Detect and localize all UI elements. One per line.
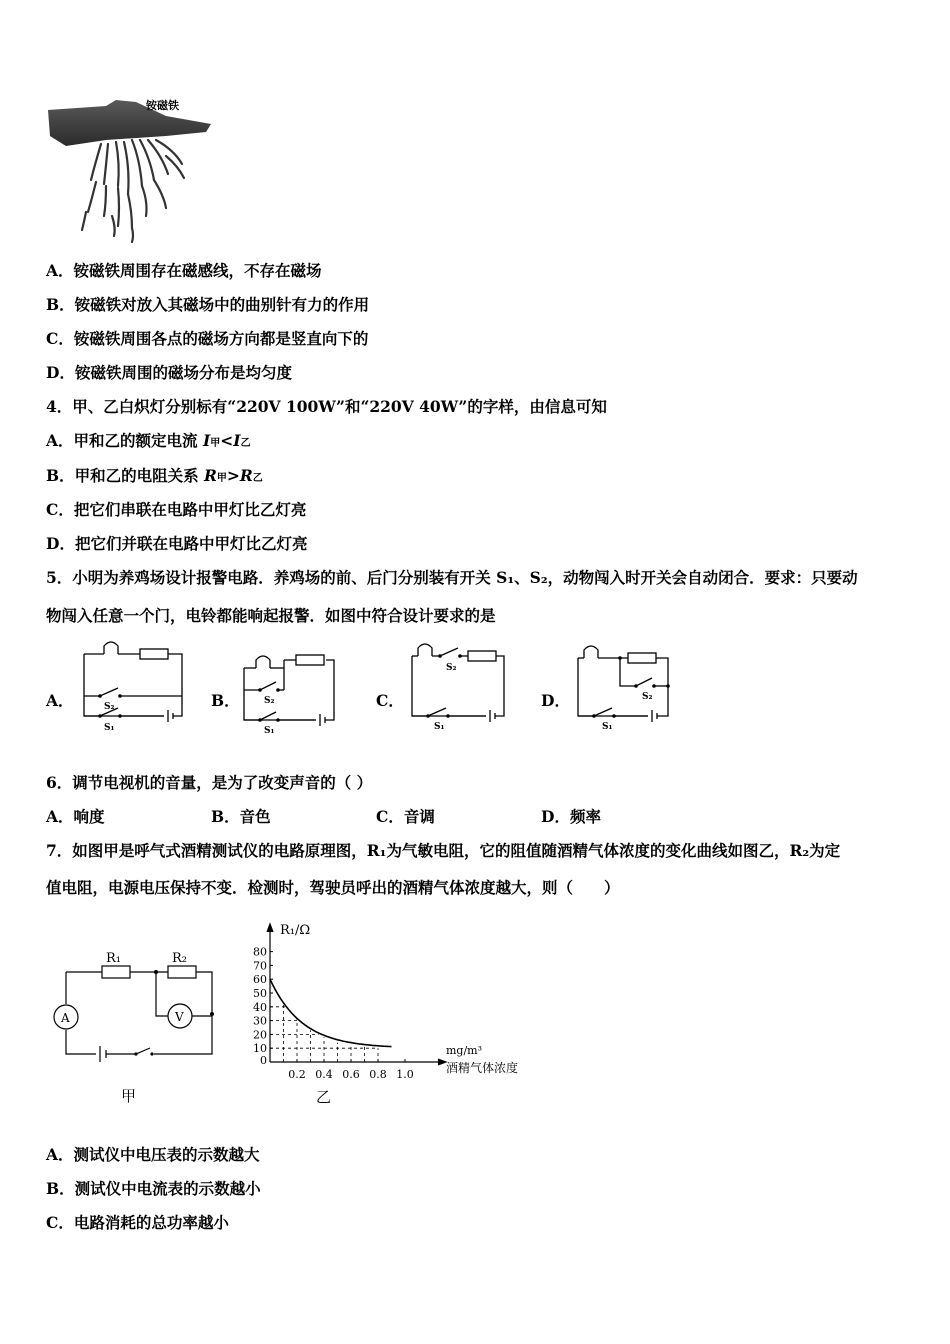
q4-option-b <box>46 466 263 489</box>
s1-label: S₁ <box>264 726 275 736</box>
subscript-jia: 甲 <box>216 473 227 484</box>
magnet-figure <box>46 96 216 246</box>
y-tick-label: 30 <box>253 1014 267 1028</box>
voltmeter-label: V <box>175 1010 184 1024</box>
origin-label: 0 <box>260 1054 267 1067</box>
q3-option-a: A．铵磁铁周围存在磁感线，不存在磁场 <box>46 261 322 280</box>
current-symbol-2: I <box>233 431 241 450</box>
q4-stem: 4．甲、乙白炽灯分别标有“220V 100W”和“220V 40W”的字样，由信息可知 <box>46 397 607 416</box>
q4-b-prefix: B．甲和乙的电阻关系 <box>46 466 204 485</box>
q4-a-prefix: A．甲和乙的额定电流 <box>46 431 203 450</box>
bell-icon <box>418 644 432 656</box>
q7-circuit-jia <box>46 944 226 1114</box>
q3-option-c: C．铵磁铁周围各点的磁场方向都是竖直向下的 <box>46 329 369 348</box>
q5-circuit-d <box>572 640 682 735</box>
magnet-bar <box>48 100 211 146</box>
r1-label: R₁ <box>106 951 121 966</box>
q6-option-c: C．音调 <box>376 807 435 826</box>
y-tick-label: 70 <box>253 959 267 973</box>
q5-stem-line1: 5．小明为养鸡场设计报警电路．养鸡场的前、后门分别装有开关 S₁、S₂，动物闯入时开关会自动闭合．要求：只要动 <box>46 568 858 587</box>
q7-stem-line2: 值电阻，电源电压保持不变．检测时，驾驶员呼出的酒精气体浓度越大，则（ ） <box>46 878 620 897</box>
s1-label: S₁ <box>434 722 445 732</box>
caption-jia: 甲 <box>121 1087 137 1105</box>
magnet-label: 铵磁铁 <box>146 99 179 112</box>
relation-less: < <box>220 431 234 450</box>
relation-greater: > <box>226 466 240 485</box>
y-tick-label: 50 <box>253 987 267 1000</box>
s1-label: S₁ <box>104 723 115 733</box>
subscript-jia: 甲 <box>210 438 221 449</box>
y-tick-label: 60 <box>253 973 267 987</box>
resistance-symbol-1: R <box>204 466 217 485</box>
x-tick-label: 0.2 <box>288 1068 306 1081</box>
x-tick-label: 0.6 <box>342 1068 360 1081</box>
q5-letter-a: A． <box>46 691 74 710</box>
q7-chart-yi <box>240 914 550 1114</box>
q5-stem-line2: 物闯入任意一个门，电铃都能响起报警．如图中符合设计要求的是 <box>46 606 496 625</box>
s2-label: S₂ <box>642 692 653 702</box>
y-tick-label: 40 <box>253 1000 267 1014</box>
q4-option-d: D．把它们并联在电路中甲灯比乙灯亮 <box>46 534 308 553</box>
resistance-symbol-2: R <box>239 466 253 485</box>
q5-letter-b: B． <box>211 691 240 710</box>
q5-circuit-b <box>238 642 348 737</box>
s2-label: S₂ <box>446 663 457 673</box>
q3-option-b: B．铵磁铁对放入其磁场中的曲别针有力的作用 <box>46 295 370 314</box>
x-tick-label: 0.8 <box>369 1068 387 1081</box>
q3-option-d: D．铵磁铁周围的磁场分布是均匀度 <box>46 363 292 382</box>
q4-option-a <box>46 431 250 454</box>
q5-circuit-c <box>406 640 516 735</box>
q6-option-b: B．音色 <box>211 807 271 826</box>
subscript-yi: 乙 <box>240 438 251 449</box>
ammeter-label: A <box>61 1011 70 1025</box>
q7-option-c: C．电路消耗的总功率越小 <box>46 1213 229 1232</box>
q7-option-b: B．测试仪中电流表的示数越小 <box>46 1179 261 1198</box>
x-axis-arrow <box>438 1059 446 1065</box>
q6-option-a: A．响度 <box>46 807 105 826</box>
s2-label: S₂ <box>264 696 275 706</box>
q6-stem: 6．调节电视机的音量，是为了改变声音的（ ） <box>46 773 373 792</box>
q7-stem-line1: 7．如图甲是呼气式酒精测试仪的电路原理图，R₁为气敏电阻，它的阻值随酒精气体浓度的变化曲线如图乙，R₂为定 <box>46 841 841 860</box>
resistance-curve <box>270 979 392 1046</box>
s2-label: S₂ <box>104 702 115 712</box>
x-tick-label: 0.4 <box>315 1068 333 1081</box>
q5-letter-c: C． <box>376 691 404 710</box>
y-tick-label: 80 <box>253 945 267 959</box>
y-axis-arrow <box>267 924 273 932</box>
bell-icon <box>256 656 270 668</box>
r2-label: R₂ <box>172 951 187 966</box>
q6-option-d: D．频率 <box>541 807 601 826</box>
y-tick-label: 10 <box>253 1042 267 1056</box>
current-symbol-1: I <box>202 431 211 450</box>
q5-circuit-a <box>78 636 188 736</box>
q4-option-c: C．把它们串联在电路中甲灯比乙灯亮 <box>46 500 307 519</box>
y-tick-label: 20 <box>253 1028 267 1042</box>
q7-option-a: A．测试仪中电压表的示数越大 <box>46 1145 260 1164</box>
subscript-yi: 乙 <box>252 473 263 484</box>
x-tick-label: 1.0 <box>396 1068 414 1081</box>
paper-clips <box>82 140 184 242</box>
bell-icon <box>584 646 598 658</box>
caption-yi: 乙 <box>316 1088 332 1106</box>
x-axis-label: 酒精气体浓度 <box>446 1061 519 1075</box>
s1-label: S₁ <box>602 722 613 732</box>
bell-icon <box>104 642 118 654</box>
q5-letter-d: D． <box>541 691 570 710</box>
y-axis-label: R₁/Ω <box>280 923 311 938</box>
x-unit-label: mg/m³ <box>446 1044 483 1057</box>
